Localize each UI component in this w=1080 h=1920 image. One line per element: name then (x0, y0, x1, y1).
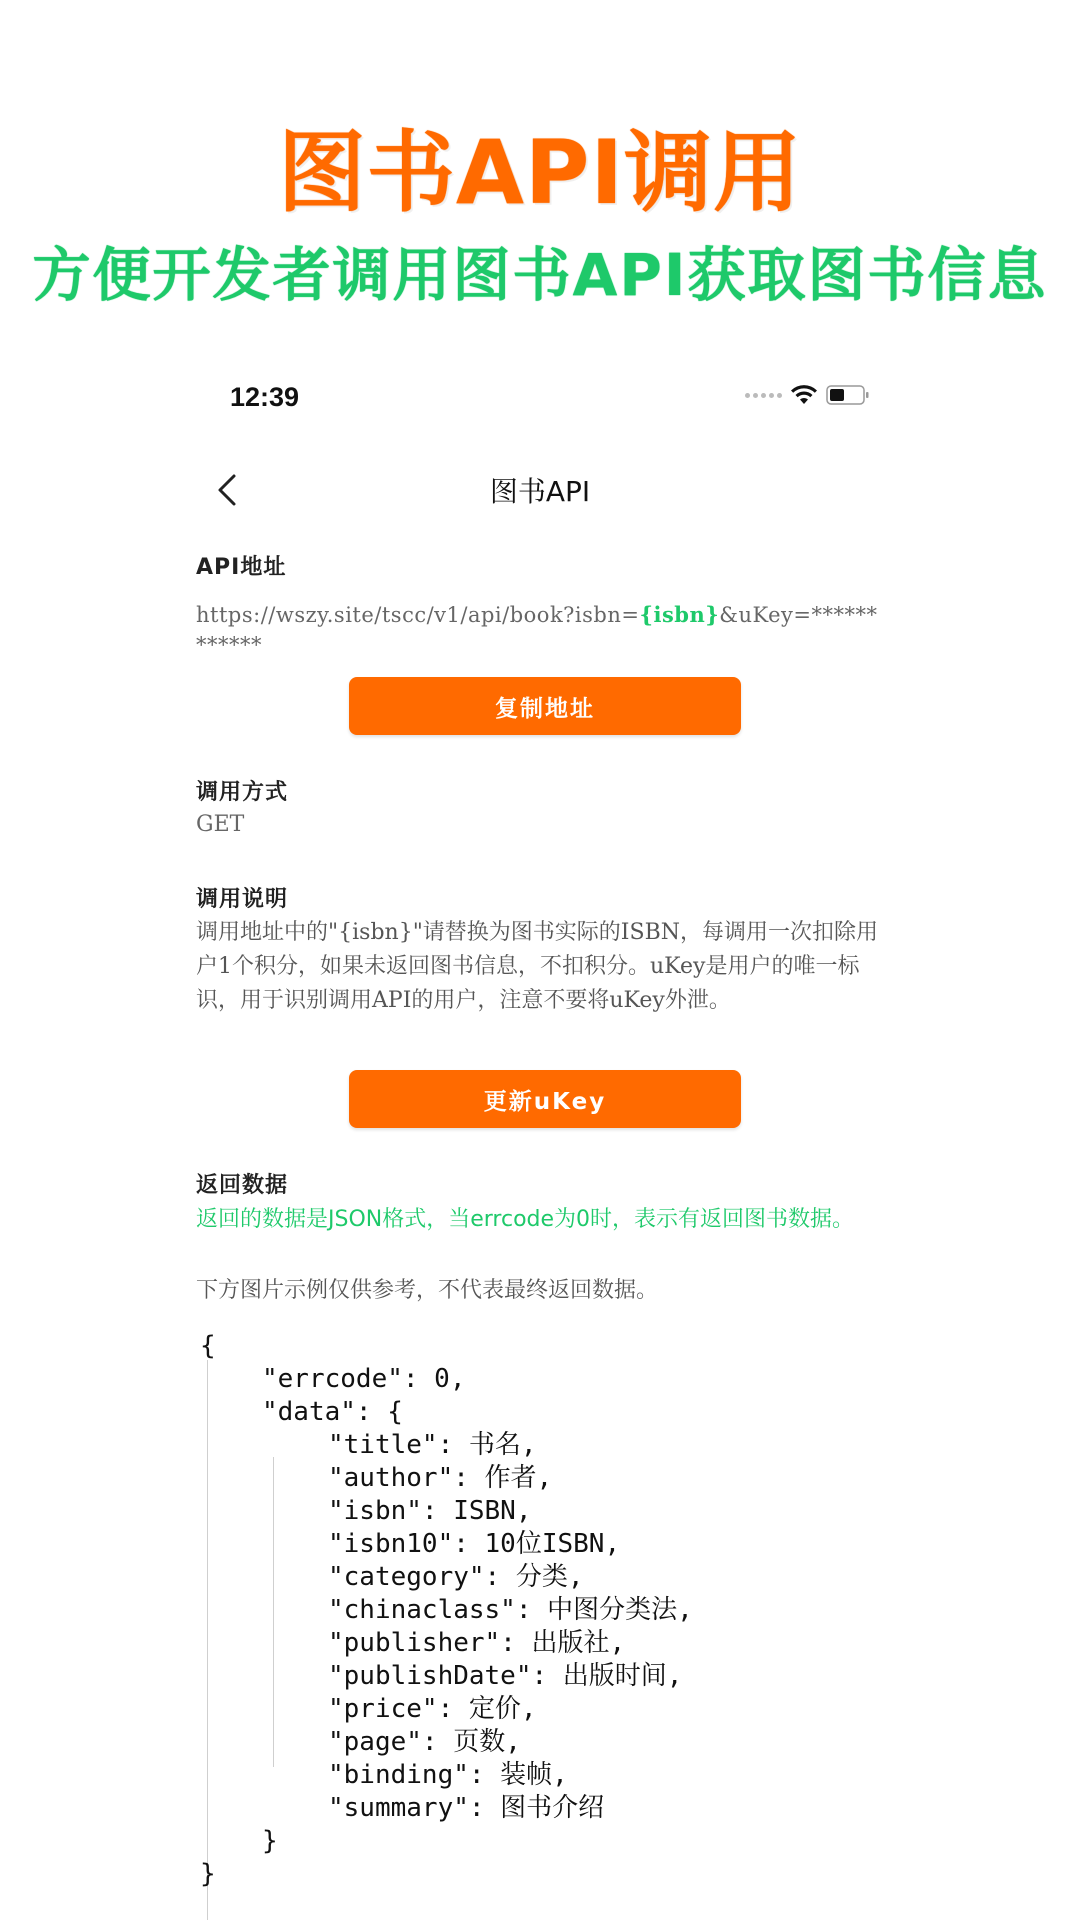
json-field-line: "isbn": ISBN, (328, 1496, 532, 1526)
instructions-label: 调用说明 (196, 887, 289, 912)
copy-address-button[interactable]: 复制地址 (349, 677, 741, 735)
page-title: 图书API (489, 475, 591, 508)
status-bar (190, 370, 890, 430)
json-open-brace: { (200, 1331, 216, 1361)
nav-bar (190, 450, 890, 530)
json-field-line: "category": 分类, (328, 1562, 584, 1592)
json-close-brace: } (200, 1859, 216, 1889)
signal-icon (745, 393, 782, 398)
json-field-line: "publishDate": 出版时间, (328, 1661, 683, 1691)
json-field-line: "isbn10": 10位ISBN, (328, 1529, 621, 1559)
update-ukey-button[interactable]: 更新uKey (349, 1070, 741, 1128)
battery-icon (826, 384, 870, 406)
json-data-close: } (262, 1826, 278, 1856)
api-address-label: API地址 (196, 555, 287, 580)
json-field-line: "summary": 图书介绍 (328, 1793, 605, 1823)
json-field-line: "binding": 装帧, (328, 1760, 568, 1790)
indent-guide (273, 1457, 274, 1767)
return-data-note: 返回的数据是JSON格式，当errcode为0时，表示有返回图书数据。 (196, 1207, 855, 1232)
return-data-label: 返回数据 (196, 1173, 289, 1198)
json-field-line: "author": 作者, (328, 1463, 553, 1493)
json-errcode-line: "errcode": 0, (262, 1364, 466, 1394)
method-value: GET (196, 812, 245, 837)
json-field-line: "page": 页数, (328, 1727, 521, 1757)
json-field-line: "chinaclass": 中图分类法, (328, 1595, 693, 1625)
method-label: 调用方式 (196, 780, 289, 805)
json-field-line: "title": 书名, (328, 1430, 537, 1460)
wifi-icon (790, 384, 818, 406)
json-example-image (200, 1330, 880, 1920)
promo-title: 图书API调用 (277, 121, 803, 224)
json-data-open-line: "data": { (262, 1397, 403, 1427)
json-field-line: "publisher": 出版社, (328, 1628, 626, 1658)
api-url-suffix: &uKey=************ (196, 603, 878, 657)
instructions-text: 调用地址中的"{isbn}"请替换为图书实际的ISBN，每调用一次扣除用户1个积分，如果未返回图书信息，不扣积分。uKey是用户的唯一标识，用于识别调用API的用户，注意不要将uKey外泄。 (196, 920, 878, 1013)
promo-subtitle: 方便开发者调用图书API获取图书信息 (32, 241, 1048, 309)
phone-screenshot (190, 370, 890, 1920)
api-url-isbn-token: {isbn} (639, 602, 720, 627)
api-url-prefix: https://wszy.site/tscc/v1/api/book?isbn= (196, 603, 640, 627)
api-url (196, 600, 886, 660)
status-icons (745, 384, 870, 406)
json-field-line: "price": 定价, (328, 1694, 537, 1724)
status-time: 12:39 (230, 382, 300, 412)
return-data-disclaimer: 下方图片示例仅供参考，不代表最终返回数据。 (196, 1278, 659, 1303)
indent-guide (207, 1360, 208, 1920)
